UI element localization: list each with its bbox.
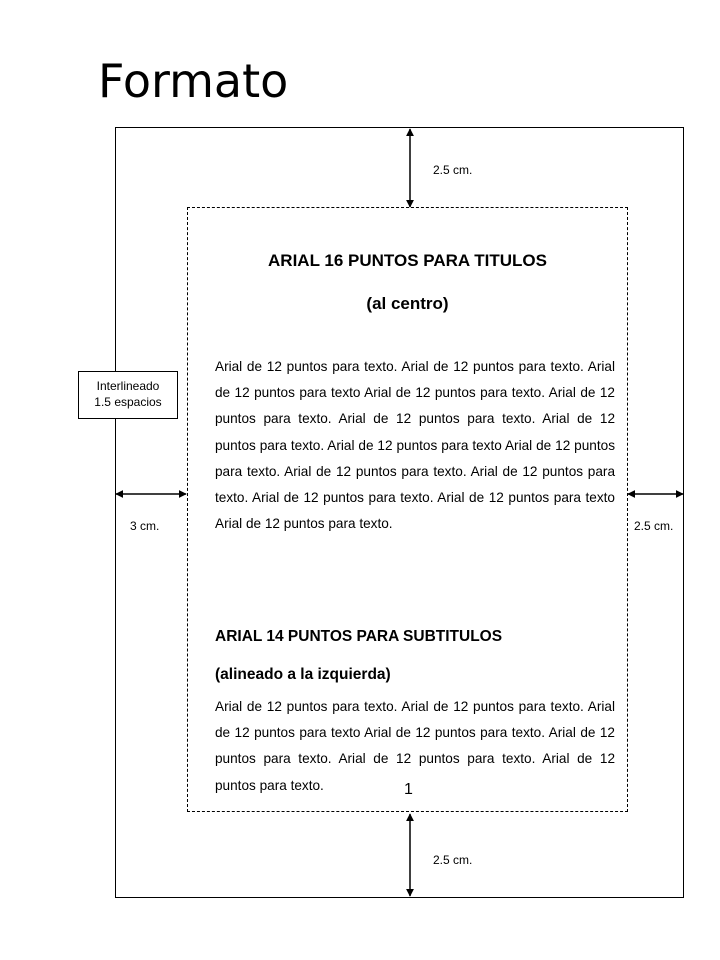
line-spacing-note-line1: Interlineado (96, 379, 160, 393)
title-example-line1: ARIAL 16 PUNTOS PARA TITULOS (268, 251, 547, 270)
title-example-line2: (al centro) (366, 294, 449, 313)
body-paragraph-2: Arial de 12 puntos para texto. Arial de 12 puntos para texto. Arial de 12 puntos para texto Arial de 12 puntos para texto. Arial de 12 puntos para texto. Arial de 12 puntos para texto. Arial de 12 puntos para texto. (215, 699, 615, 793)
subtitle-example-line1: ARIAL 14 PUNTOS PARA SUBTITULOS (215, 628, 503, 645)
body-paragraph-1: Arial de 12 puntos para texto. Arial de 12 puntos para texto. Arial de 12 puntos para texto Arial de 12 puntos para texto. Arial de 12 puntos para texto. Arial de 12 puntos para texto. Arial de 12 puntos para texto. Arial de 12 puntos para texto Arial de 12 puntos para texto. Arial de 12 puntos para texto. Arial de 12 puntos para texto. Arial de 12 puntos para texto. Arial de 12 puntos para texto Arial de 12 puntos para texto. (215, 359, 615, 532)
line-spacing-note (78, 371, 178, 419)
right-margin-label: 2.5 cm. (634, 519, 674, 533)
bottom-margin-label: 2.5 cm. (433, 853, 473, 867)
top-margin-label: 2.5 cm. (433, 163, 473, 177)
slide-title: Formato (98, 54, 289, 108)
page-number: 1 (404, 781, 413, 798)
line-spacing-note-line2: 1.5 espacios (94, 395, 162, 409)
left-margin-label: 3 cm. (130, 519, 160, 533)
subtitle-example-line2: (alineado a la izquierda) (215, 666, 391, 683)
